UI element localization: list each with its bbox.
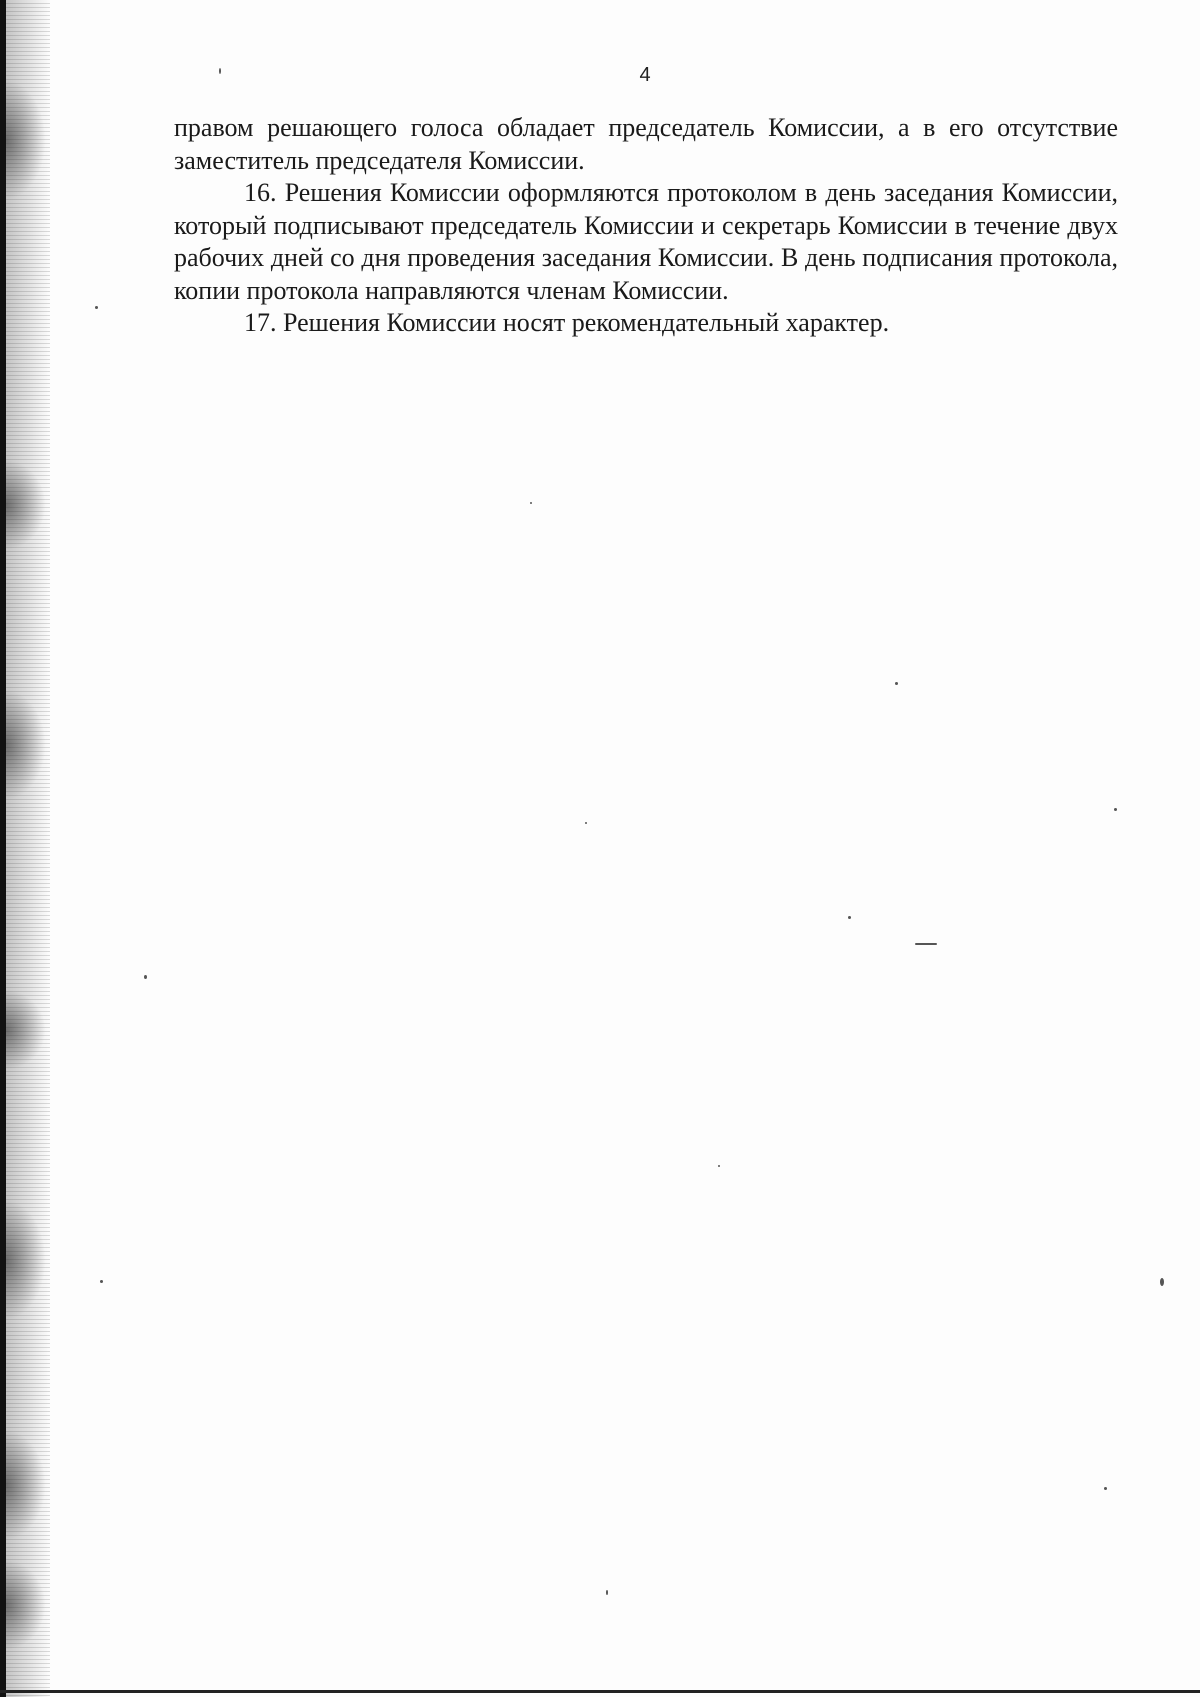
- scan-noise: [6, 1200, 46, 1320]
- scan-speck: [1104, 1487, 1107, 1490]
- scan-noise: [6, 690, 46, 800]
- scan-speck: [100, 1280, 103, 1283]
- page-number: 4: [639, 64, 651, 86]
- scan-speck: [219, 68, 221, 74]
- scan-noise: [6, 80, 46, 200]
- scan-speck: [915, 943, 937, 945]
- scan-speck: [848, 916, 851, 919]
- scan-speck: [144, 975, 147, 979]
- scan-speck: [606, 1590, 608, 1595]
- paragraph-continuation: правом решающего голоса обладает председатель Комиссии, а в его отсутствие заместитель председателя Комиссии.: [174, 113, 1118, 175]
- paragraph-16: 16. Решения Комиссии оформляются протоколом в день заседания Комиссии, который подписывают председатель Комиссии и секретарь Комиссии в течение двух рабочих дней со дня проведения заседания Комиссии. В день подписания протокола, копии протокола направляются членам Комиссии.: [174, 178, 1118, 305]
- scan-speck: [1160, 1278, 1164, 1286]
- paragraph-17: 17. Решения Комиссии носят рекомендательный характер.: [244, 308, 890, 337]
- scan-speck: [530, 502, 532, 504]
- scan-speck: [95, 306, 98, 309]
- scan-noise: [6, 990, 46, 1070]
- scan-noise: [6, 1560, 46, 1650]
- scan-bottom-edge: [0, 1690, 1200, 1693]
- scan-speck: [718, 1165, 720, 1167]
- scan-speck: [895, 682, 898, 685]
- scan-noise: [6, 1430, 46, 1540]
- scan-speck: [1114, 808, 1117, 811]
- scan-speck: [585, 822, 587, 824]
- scan-noise: [6, 460, 46, 550]
- document-body: [174, 112, 1118, 340]
